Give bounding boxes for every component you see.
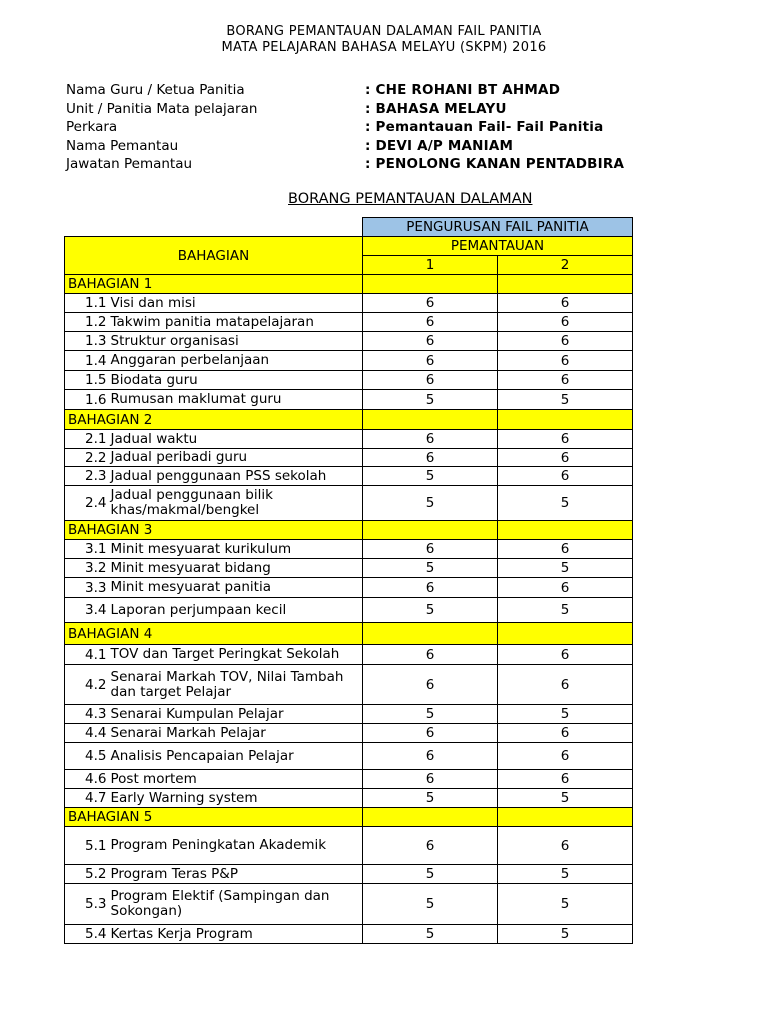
item-description: Jadual waktu [110, 430, 363, 449]
item-number: 5.4 [65, 925, 110, 944]
section-title: BAHAGIAN 4 [65, 623, 363, 645]
table-row [65, 430, 633, 449]
item-description: Senarai Markah Pelajar [110, 724, 363, 743]
section-cell [363, 808, 498, 827]
item-description: Program Peningkatan Akademik [110, 827, 363, 865]
form-title: BORANG PEMANTAUAN DALAMAN FAIL PANITIA [226, 24, 542, 39]
info-value: : DEVI A/P MANIAM [365, 137, 514, 154]
section-cell [498, 521, 633, 540]
score-2: 6 [498, 430, 633, 449]
item-description: Senarai Markah TOV, Nilai Tambah dan target Pelajar [110, 665, 363, 705]
col-header-bahagian: BAHAGIAN [65, 237, 363, 275]
section-cell [363, 521, 498, 540]
table-banner-row [65, 218, 633, 237]
info-value: : Pemantauan Fail- Fail Panitia [365, 119, 604, 135]
info-label: Perkara [66, 119, 118, 135]
table-row [65, 865, 633, 884]
section-cell [498, 808, 633, 827]
item-number: 2.1 [65, 430, 110, 449]
section-row [65, 275, 633, 294]
item-number: 4.5 [65, 743, 110, 770]
table-row [65, 313, 633, 332]
item-description: Jadual peribadi guru [110, 449, 363, 467]
item-number: 4.2 [65, 665, 110, 705]
section-row [65, 521, 633, 540]
score-2: 6 [498, 743, 633, 770]
item-number: 1.6 [65, 390, 110, 410]
table-row [65, 371, 633, 390]
item-description: Struktur organisasi [110, 332, 363, 351]
item-description: Jadual penggunaan bilik khas/makmal/bengkel [110, 486, 363, 521]
section-cell [363, 275, 498, 294]
score-2: 6 [498, 770, 633, 789]
table-row [65, 578, 633, 598]
item-number: 3.1 [65, 540, 110, 559]
table-row [65, 705, 633, 724]
item-number: 2.2 [65, 449, 110, 467]
item-description: Post mortem [110, 770, 363, 789]
table-row [65, 486, 633, 521]
score-2: 6 [498, 540, 633, 559]
item-description: Visi dan misi [110, 294, 363, 313]
item-number: 3.3 [65, 578, 110, 598]
score-1: 5 [363, 865, 498, 884]
section-cell [498, 623, 633, 645]
item-description: Program Teras P&P [110, 865, 363, 884]
score-2: 5 [498, 925, 633, 944]
info-label: Jawatan Pemantau [66, 156, 193, 172]
score-2: 5 [498, 884, 633, 925]
score-2: 6 [498, 578, 633, 598]
item-number: 1.3 [65, 332, 110, 351]
score-2: 5 [498, 598, 633, 623]
item-number: 4.1 [65, 645, 110, 665]
score-2: 5 [498, 390, 633, 410]
score-1: 6 [363, 827, 498, 865]
score-1: 6 [363, 351, 498, 371]
score-1: 6 [363, 645, 498, 665]
item-number: 1.1 [65, 294, 110, 313]
item-description: Minit mesyuarat bidang [110, 559, 363, 578]
section-title: BAHAGIAN 2 [65, 410, 363, 430]
score-2: 6 [498, 351, 633, 371]
score-2: 6 [498, 294, 633, 313]
score-1: 5 [363, 705, 498, 724]
score-2: 6 [498, 827, 633, 865]
section-row [65, 808, 633, 827]
score-1: 5 [363, 467, 498, 486]
info-value: : PENOLONG KANAN PENTADBIRA [365, 156, 625, 172]
item-description: Early Warning system [110, 789, 363, 808]
table-row [65, 540, 633, 559]
item-number: 4.6 [65, 770, 110, 789]
score-2: 5 [498, 559, 633, 578]
item-number: 1.2 [65, 313, 110, 332]
score-2: 6 [498, 313, 633, 332]
score-2: 6 [498, 371, 633, 390]
table-row [65, 724, 633, 743]
score-2: 6 [498, 449, 633, 467]
info-label: Nama Guru / Ketua Panitia [66, 82, 245, 98]
score-1: 6 [363, 332, 498, 351]
section-title: BAHAGIAN 1 [65, 275, 363, 294]
section-row [65, 410, 633, 430]
score-1: 6 [363, 313, 498, 332]
score-2: 5 [498, 789, 633, 808]
item-description: Kertas Kerja Program [110, 925, 363, 944]
item-description: Minit mesyuarat kurikulum [110, 540, 363, 559]
table-row [65, 884, 633, 925]
table-banner: PENGURUSAN FAIL PANITIA [363, 218, 633, 237]
table-row [65, 827, 633, 865]
table-row [65, 351, 633, 371]
info-value: : CHE ROHANI BT AHMAD [365, 82, 561, 98]
score-1: 5 [363, 598, 498, 623]
score-1: 6 [363, 430, 498, 449]
info-value: : BAHASA MELAYU [365, 100, 507, 117]
item-description: Rumusan maklumat guru [110, 390, 363, 410]
table-row [65, 332, 633, 351]
score-1: 5 [363, 884, 498, 925]
table-row [65, 789, 633, 808]
score-1: 6 [363, 449, 498, 467]
section-cell [363, 623, 498, 645]
section-cell [498, 275, 633, 294]
table-row [65, 665, 633, 705]
item-description: Takwim panitia matapelajaran [110, 313, 363, 332]
score-1: 5 [363, 390, 498, 410]
table-row [65, 925, 633, 944]
table-row [65, 390, 633, 410]
score-1: 6 [363, 371, 498, 390]
score-1: 6 [363, 578, 498, 598]
score-2: 6 [498, 724, 633, 743]
col-header-pemantauan: PEMANTAUAN [363, 237, 633, 256]
item-number: 5.2 [65, 865, 110, 884]
item-number: 4.7 [65, 789, 110, 808]
score-1: 6 [363, 724, 498, 743]
score-1: 6 [363, 540, 498, 559]
item-description: Senarai Kumpulan Pelajar [110, 705, 363, 724]
score-2: 6 [498, 467, 633, 486]
score-2: 6 [498, 645, 633, 665]
table-row [65, 743, 633, 770]
score-2: 6 [498, 665, 633, 705]
score-1: 6 [363, 294, 498, 313]
score-1: 5 [363, 925, 498, 944]
table-header-row [65, 237, 633, 256]
item-number: 5.3 [65, 884, 110, 925]
section-title: BAHAGIAN 5 [65, 808, 363, 827]
score-1: 5 [363, 559, 498, 578]
item-number: 1.4 [65, 351, 110, 371]
item-description: Jadual penggunaan PSS sekolah [110, 467, 363, 486]
col-header-2: 2 [498, 256, 633, 275]
item-number: 2.4 [65, 486, 110, 521]
item-description: Laporan perjumpaan kecil [110, 598, 363, 623]
info-label: Unit / Panitia Mata pelajaran [66, 100, 258, 117]
table-row [65, 467, 633, 486]
item-number: 3.2 [65, 559, 110, 578]
section-cell [498, 410, 633, 430]
item-number: 4.3 [65, 705, 110, 724]
table-row [65, 770, 633, 789]
item-number: 3.4 [65, 598, 110, 623]
info-label: Nama Pemantau [66, 137, 179, 154]
section-title: BAHAGIAN 3 [65, 521, 363, 540]
score-2: 5 [498, 486, 633, 521]
section-cell [363, 410, 498, 430]
monitoring-table [64, 217, 633, 944]
table-row [65, 449, 633, 467]
table-row [65, 598, 633, 623]
blank-cell [65, 218, 363, 237]
item-number: 4.4 [65, 724, 110, 743]
item-description: Analisis Pencapaian Pelajar [110, 743, 363, 770]
item-description: Anggaran perbelanjaan [110, 351, 363, 371]
item-description: TOV dan Target Peringkat Sekolah [110, 645, 363, 665]
section-row [65, 623, 633, 645]
score-1: 6 [363, 665, 498, 705]
score-1: 5 [363, 789, 498, 808]
item-description: Biodata guru [110, 371, 363, 390]
table-row [65, 645, 633, 665]
item-description: Program Elektif (Sampingan dan Sokongan) [110, 884, 363, 925]
score-1: 5 [363, 486, 498, 521]
item-number: 2.3 [65, 467, 110, 486]
table-row [65, 559, 633, 578]
item-number: 5.1 [65, 827, 110, 865]
score-2: 6 [498, 332, 633, 351]
score-1: 6 [363, 770, 498, 789]
score-2: 5 [498, 705, 633, 724]
item-number: 1.5 [65, 371, 110, 390]
score-2: 5 [498, 865, 633, 884]
col-header-1: 1 [363, 256, 498, 275]
item-description: Minit mesyuarat panitia [110, 578, 363, 598]
score-1: 6 [363, 743, 498, 770]
table-row [65, 294, 633, 313]
table-title: BORANG PEMANTAUAN DALAMAN [288, 191, 533, 207]
form-subject-title: MATA PELAJARAN BAHASA MELAYU (SKPM) 2016 [221, 40, 547, 55]
